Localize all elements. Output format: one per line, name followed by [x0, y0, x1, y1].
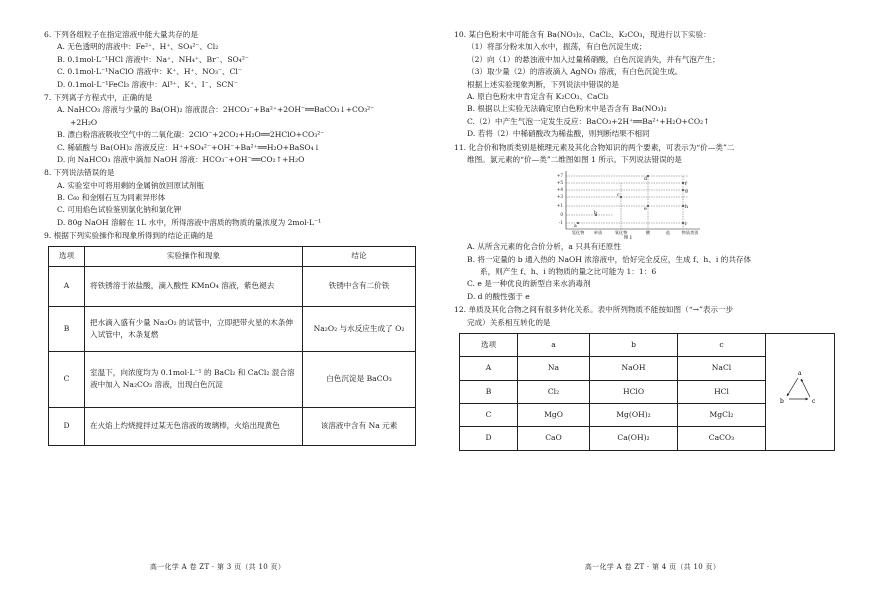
left-page-footer: 高一化学 A 卷 ZT · 第 3 页（共 10 页） — [149, 563, 286, 571]
q11-stem-line-2: 维图。氯元素的“价—类”二维图如图 1 所示。下列说法错误的是 — [467, 154, 682, 164]
question-8 — [44, 168, 420, 230]
figure-caption: 图 1 — [623, 236, 633, 240]
x-tick: 酸 — [645, 230, 651, 236]
x-tick: 单质 — [593, 230, 603, 236]
q12-row-c: MgCl₂ — [678, 403, 766, 426]
point-label: e — [644, 207, 647, 213]
point-i-marker — [682, 222, 684, 224]
q12-row-c: CaCO₃ — [678, 427, 766, 450]
q9-row-key: D — [49, 407, 85, 445]
q8-option-c[interactable]: C. 可用焰色试验鉴别氯化钠和氯化钾 — [57, 205, 182, 215]
q12-row-key: B — [460, 380, 518, 403]
conversion-triangle-cell — [766, 334, 835, 450]
table-row[interactable] — [49, 266, 416, 306]
q9-row-conclusion: 该溶液中含有 Na 元素 — [303, 407, 416, 445]
q12-row-b: HClO — [590, 380, 678, 403]
q12-header-b: b — [590, 334, 678, 357]
q12-stem-line-1: 12. 单质及其化合物之间有很多转化关系。表中所列物质不能按如图（“→”表示一步 — [454, 305, 734, 315]
q12-row-key: A — [460, 357, 518, 380]
q12-table-header — [460, 334, 835, 357]
right-page-footer: 高一化学 A 卷 ZT · 第 4 页（共 10 页） — [584, 563, 721, 571]
q7-stem: 7. 下列离子方程式中，正确的是 — [44, 92, 153, 102]
question-12 — [454, 305, 852, 450]
q12-header-a: a — [518, 334, 590, 357]
question-7 — [44, 93, 420, 167]
q8-option-a[interactable]: A. 实验室中可将用剩的金属钠放回原试剂瓶 — [57, 180, 204, 190]
x-tick: 物质类别 — [681, 230, 699, 236]
q12-row-b: Mg(OH)₂ — [590, 403, 678, 426]
q9-row-operation: 将铁锈溶于浓盐酸，滴入酸性 KMnO₄ 溶液，紫色褪去 — [85, 266, 303, 306]
point-label: a — [574, 224, 577, 230]
point-label: f — [685, 182, 687, 188]
q11-stem-line-1: 11. 化合价和物质类别是梳理元素及其化合物知识的两个要素，可表示为“价—类”二 — [454, 142, 735, 152]
q6-option-d[interactable]: D. 0.1mol·L⁻¹FeCl₃ 溶液中：Al³⁺、K⁺、I⁻、SCN⁻ — [57, 79, 238, 89]
triangle-label-c: c — [812, 398, 816, 406]
point-label: c — [617, 193, 620, 199]
point-label: d — [644, 177, 647, 183]
q11-option-b-continued: 系，则产生 f、h、i 的物质的量之比可能为 1：1：6 — [480, 267, 657, 277]
y-tick: +5 — [556, 180, 563, 186]
q10-ask: 根据上述实验现象判断，下列说法中错误的是 — [467, 79, 619, 89]
x-tick: 盐 — [665, 230, 671, 236]
q7-option-a[interactable]: A. NaHCO₃ 溶液与少量的 Ba(OH)₂ 溶液混合：2HCO₃⁻+Ba²⁺+2OH⁻══BaCO₃↓+CO₃²⁻ — [57, 105, 375, 115]
question-9 — [44, 231, 420, 445]
q9-header-operation: 实验操作和现象 — [85, 246, 303, 266]
question-6 — [44, 30, 420, 92]
q9-stem: 9. 根据下列实验操作和现象所得到的结论正确的是 — [44, 231, 214, 241]
q6-option-a[interactable]: A. 无色透明的溶液中：Fe²⁺、H⁺、SO₄²⁻、Cl₂ — [57, 42, 219, 52]
point-d-marker — [647, 175, 649, 177]
q9-row-conclusion: Na₂O₂ 与水反应生成了 O₂ — [303, 306, 416, 351]
point-f-marker — [682, 182, 684, 184]
point-e-marker — [647, 205, 649, 207]
q12-table — [459, 333, 835, 450]
q12-row-c: NaCl — [678, 357, 766, 380]
q11-option-a[interactable]: A. 从所含元素的化合价分析，a 只具有还原性 — [467, 242, 621, 252]
q6-option-b[interactable]: B. 0.1mol·L⁻¹HCl 溶液中：Na⁺、NH₄⁺、Br⁻、SO₄²⁻ — [57, 54, 249, 64]
point-label: i — [685, 222, 687, 228]
q10-step-2: （2）向（1）的悬浊液中加入过量稀硝酸，白色沉淀消失，并有气泡产生； — [467, 54, 720, 64]
arrow-c-to-a — [801, 379, 810, 397]
q6-stem: 6. 下列各组粒子在指定溶液中能大量共存的是 — [44, 30, 198, 39]
q10-option-a[interactable]: A. 原白色粉末中肯定含有 K₂CO₃、CaCl₂ — [467, 91, 609, 101]
point-h-marker — [682, 205, 684, 207]
q9-row-conclusion: 白色沉淀是 BaCO₃ — [303, 351, 416, 407]
q10-option-c[interactable]: C.（2）中产生气泡一定发生反应：BaCO₃+2H⁺══Ba²⁺+H₂O+CO₂↑ — [467, 116, 710, 126]
q12-row-a: MgO — [518, 403, 590, 426]
q8-stem: 8. 下列说法错误的是 — [44, 168, 115, 178]
q12-row-b: NaOH — [590, 357, 678, 380]
table-row[interactable] — [49, 306, 416, 351]
y-tick: +1 — [556, 203, 563, 209]
y-tick: +7 — [556, 173, 563, 179]
q12-row-c: HCl — [678, 380, 766, 403]
q7-option-d[interactable]: D. 向 NaHCO₃ 溶液中滴加 NaOH 溶液：HCO₃⁻+OH⁻══CO₂↑+H₂O — [57, 154, 305, 164]
q9-row-operation: 室温下，向浓度均为 0.1mol·L⁻¹ 的 BaCl₂ 和 CaCl₂ 混合溶液中加入 Na₂CO₃ 溶液，出现白色沉淀 — [85, 351, 303, 407]
table-row[interactable] — [49, 351, 416, 407]
q11-option-d[interactable]: D. d 的酸性强于 e — [467, 291, 530, 301]
guide-lines — [566, 176, 688, 229]
q10-step-3: （3）取少量（2）的溶液滴入 AgNO₃ 溶液，有白色沉淀生成。 — [467, 67, 683, 77]
arrow-a-to-b — [787, 378, 798, 396]
question-11 — [454, 143, 852, 305]
y-tick: 0 — [560, 212, 563, 218]
q9-row-key: C — [49, 351, 85, 407]
q10-step-1: （1）将部分粉末加入水中，振荡，有白色沉淀生成； — [467, 42, 647, 52]
q8-option-b[interactable]: B. C₆₀ 和金刚石互为同素异形体 — [57, 193, 166, 203]
point-label: b — [594, 211, 597, 217]
left-column — [44, 30, 420, 447]
q12-row-key: D — [460, 427, 518, 450]
q9-header-conclusion: 结论 — [303, 246, 416, 266]
y-tick: +3 — [556, 194, 563, 200]
table-row[interactable] — [49, 407, 416, 445]
right-page — [435, 0, 870, 599]
q12-header-c: c — [678, 334, 766, 357]
q11-option-b[interactable]: B. 将一定量的 b 通入热的 NaOH 浓溶液中，恰好完全反应，生成 f、h、i 的共存体 — [467, 254, 752, 264]
x-tick: 氢化物 — [571, 230, 585, 236]
q9-header-option: 选项 — [49, 246, 85, 266]
q9-row-key: B — [49, 306, 85, 351]
question-10 — [454, 30, 852, 142]
y-tick: +4 — [556, 187, 563, 193]
point-g-marker — [682, 189, 684, 191]
q12-row-a: Na — [518, 357, 590, 380]
q9-row-operation: 把水滴入盛有少量 Na₂O₂ 的试管中，立即把带火星的木条伸入试管中，木条复燃 — [85, 306, 303, 351]
q9-row-operation: 在火焰上灼烧搅拌过某无色溶液的玻璃棒，火焰出现黄色 — [85, 407, 303, 445]
q9-table — [48, 246, 416, 446]
y-tick: -1 — [558, 220, 563, 226]
q12-row-a: Cl₂ — [518, 380, 590, 403]
x-tick-labels — [572, 229, 699, 236]
q12-header-option: 选项 — [460, 334, 518, 357]
q9-table-header — [49, 246, 416, 266]
q9-row-conclusion: 铁锈中含有二价铁 — [303, 266, 416, 306]
q8-option-d[interactable]: D. 80g NaOH 溶解在 1L 水中，所得溶液中溶质的物质的量浓度为 2mol·L⁻¹ — [57, 217, 322, 227]
point-label: h — [685, 205, 688, 211]
q7-option-b[interactable]: B. 漂白粉溶液吸收空气中的二氧化碳：2ClO⁻+2CO₂+H₂O══2HClO+CO₃²⁻ — [57, 130, 325, 140]
q9-row-key: A — [49, 266, 85, 306]
conversion-triangle-diagram — [770, 360, 830, 420]
q12-row-a: CaO — [518, 427, 590, 450]
y-tick-labels — [557, 173, 564, 225]
q12-row-key: C — [460, 403, 518, 426]
q11-option-c[interactable]: C. e 是一种优良的新型自来水消毒剂 — [467, 279, 591, 289]
q12-stem-line-2: 完成）关系相互转化的是 — [467, 317, 551, 327]
triangle-label-b: b — [780, 398, 784, 406]
point-label: g — [685, 189, 688, 195]
q10-option-d[interactable]: D. 若将（2）中稀硝酸改为稀盐酸，则判断结果不相同 — [467, 129, 650, 139]
q7-option-a-continued: +2H₂O — [70, 117, 98, 127]
q6-option-c[interactable]: C. 0.1mol·L⁻¹NaClO 溶液中：K⁺、H⁺、NO₃⁻、Cl⁻ — [57, 67, 242, 77]
q12-row-b: Ca(OH)₂ — [590, 427, 678, 450]
valence-class-diagram — [548, 169, 708, 239]
point-a-marker — [577, 222, 579, 224]
x-tick: 氧化物 — [614, 230, 628, 236]
q10-stem: 10. 某白色粉末中可能含有 Ba(NO₃)₂、CaCl₂、K₂CO₃，现进行以下实验： — [454, 30, 711, 39]
triangle-label-a: a — [798, 370, 802, 378]
q7-option-c[interactable]: C. 稀硫酸与 Ba(OH)₂ 溶液反应：H⁺+SO₄²⁻+OH⁻+Ba²⁺══H₂O+BaSO₄↓ — [57, 142, 321, 152]
point-c-marker — [620, 196, 622, 198]
right-column — [454, 30, 852, 452]
q10-option-b[interactable]: B. 根据以上实验无法确定原白色粉末中是否含有 Ba(NO₃)₂ — [467, 104, 667, 114]
